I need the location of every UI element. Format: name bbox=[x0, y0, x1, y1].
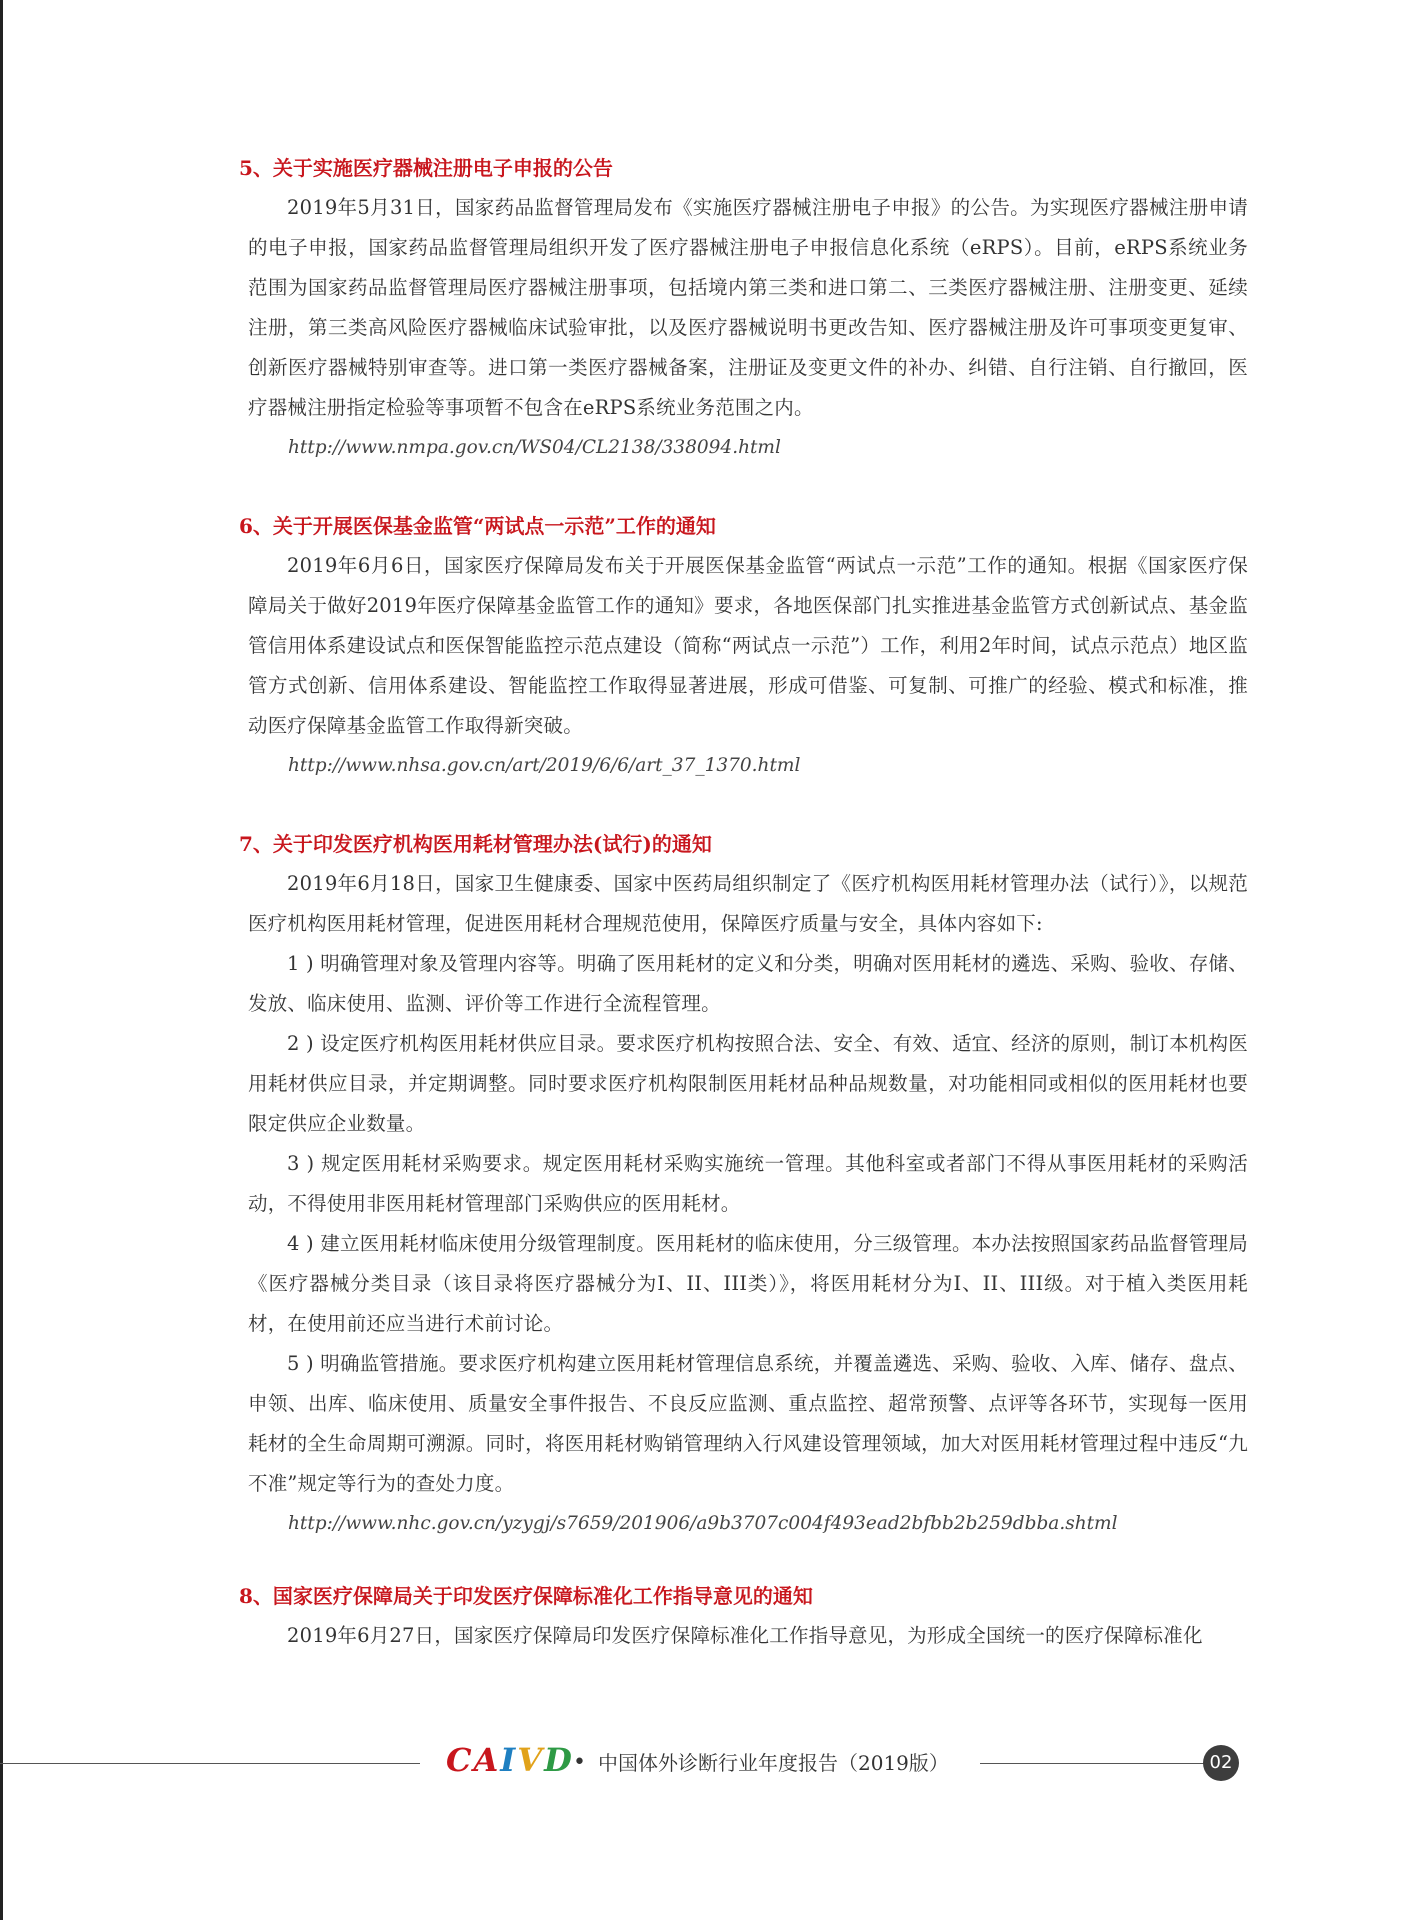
section-5 bbox=[239, 148, 1248, 468]
section-heading: 5、关于实施医疗器械注册电子申报的公告 bbox=[239, 156, 613, 180]
caivd-logo: CAIVD bbox=[446, 1741, 574, 1779]
footer-rule-left bbox=[0, 1763, 420, 1764]
section-gap bbox=[248, 786, 1248, 824]
page-number-badge: 02 bbox=[1203, 1745, 1239, 1781]
section-heading: 6、关于开展医保基金监管“两试点一示范”工作的通知 bbox=[239, 514, 716, 538]
source-link[interactable]: http://www.nhc.gov.cn/yzygj/s7659/201906/a9b3707c004f493ead2bfbb2b259dbba.shtml bbox=[288, 1513, 1118, 1534]
section-heading: 8、国家医疗保障局关于印发医疗保障标准化工作指导意见的通知 bbox=[239, 1584, 813, 1608]
section-6 bbox=[239, 506, 1248, 786]
list-item: 5 ) 明确监管措施。要求医疗机构建立医用耗材管理信息系统，并覆盖遴选、采购、验收、入库、储存、盘点、申领、出库、临床使用、质量安全事件报告、不良反应监测、重点监控、超常预警、点评等各环节，实现每一医用耗材的全生命周期可溯源。同时，将医用耗材购销管理纳入行风建设管理领域，加大对医用耗材管理过程中违反“九不准”规定等行为的查处力度。 bbox=[248, 1352, 1248, 1495]
source-link[interactable]: http://www.nmpa.gov.cn/WS04/CL2138/338094.html bbox=[288, 437, 781, 458]
list-item: 1 ) 明确管理对象及管理内容等。明确了医用耗材的定义和分类，明确对医用耗材的遴选、采购、验收、存储、发放、临床使用、监测、评价等工作进行全流程管理。 bbox=[248, 952, 1248, 1015]
section-8 bbox=[239, 1576, 1248, 1656]
page-footer bbox=[0, 1740, 1406, 1780]
section-gap bbox=[248, 468, 1248, 506]
footer-separator: • bbox=[573, 1750, 586, 1775]
section-paragraph: 2019年5月31日，国家药品监督管理局发布《实施医疗器械注册电子申报》的公告。为实现医疗器械注册申请的电子申报，国家药品监督管理局组织开发了医疗器械注册电子申报信息化系统（eRPS）。目前，eRPS系统业务范围为国家药品监督管理局医疗器械注册事项，包括境内第三类和进口第二、三类医疗器械注册、注册变更、延续注册，第三类高风险医疗器械临床试验审批，以及医疗器械说明书更改告知、医疗器械注册及许可事项变更复审、创新医疗器械特别审查等。进口第一类医疗器械备案，注册证及变更文件的补办、纠错、自行注销、自行撤回，医疗器械注册指定检验等事项暂不包含在eRPS系统业务范围之内。 bbox=[248, 196, 1248, 419]
section-paragraph: 2019年6月27日，国家医疗保障局印发医疗保障标准化工作指导意见，为形成全国统一的医疗保障标准化 bbox=[287, 1624, 1203, 1647]
section-7 bbox=[239, 824, 1248, 1544]
section-paragraph: 2019年6月6日，国家医疗保障局发布关于开展医保基金监管“两试点一示范”工作的通知。根据《国家医疗保障局关于做好2019年医疗保障基金监管工作的通知》要求，各地医保部门扎实推进基金监管方式创新试点、基金监管信用体系建设试点和医保智能监控示范点建设（简称“两试点一示范”）工作，利用2年时间，试点示范点）地区监管方式创新、信用体系建设、智能监控工作取得显著进展，形成可借鉴、可复制、可推广的经验、模式和标准，推动医疗保障基金监管工作取得新突破。 bbox=[248, 554, 1248, 737]
document-body bbox=[239, 148, 1248, 1656]
source-link[interactable]: http://www.nhsa.gov.cn/art/2019/6/6/art_37_1370.html bbox=[288, 755, 801, 776]
section-paragraph: 2019年6月18日，国家卫生健康委、国家中医药局组织制定了《医疗机构医用耗材管理办法（试行）》，以规范医疗机构医用耗材管理，促进医用耗材合理规范使用，保障医疗质量与安全，具体内容如下: bbox=[248, 872, 1248, 935]
list-item: 4 ) 建立医用耗材临床使用分级管理制度。医用耗材的临床使用，分三级管理。本办法按照国家药品监督管理局《医疗器械分类目录（该目录将医疗器械分为I、II、III类）》，将医用耗材分为I、II、III级。对于植入类医用耗材，在使用前还应当进行术前讨论。 bbox=[248, 1232, 1248, 1335]
section-heading: 7、关于印发医疗机构医用耗材管理办法(试行)的通知 bbox=[239, 832, 712, 856]
footer-rule-right bbox=[980, 1763, 1212, 1764]
list-item: 3 ) 规定医用耗材采购要求。规定医用耗材采购实施统一管理。其他科室或者部门不得从事医用耗材的采购活动，不得使用非医用耗材管理部门采购供应的医用耗材。 bbox=[248, 1152, 1248, 1215]
footer-report-title: 中国体外诊断行业年度报告（2019版） bbox=[598, 1751, 949, 1775]
list-item: 2 ) 设定医疗机构医用耗材供应目录。要求医疗机构按照合法、安全、有效、适宜、经济的原则，制订本机构医用耗材供应目录，并定期调整。同时要求医疗机构限制医用耗材品种品规数量，对功能相同或相似的医用耗材也要限定供应企业数量。 bbox=[248, 1032, 1248, 1135]
section-gap bbox=[248, 1544, 1248, 1576]
page-left-border bbox=[0, 0, 3, 1920]
